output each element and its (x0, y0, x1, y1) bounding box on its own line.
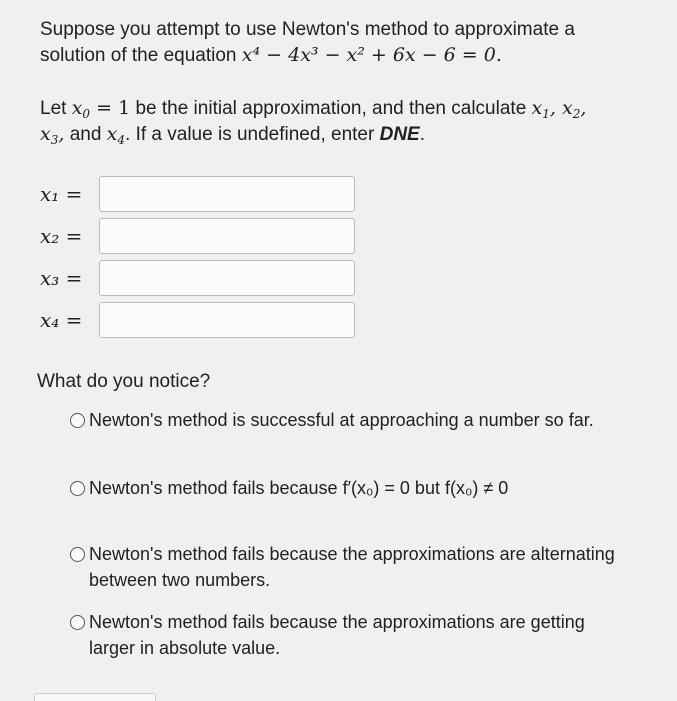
undefined-text: . If a value is undefined, enter (125, 124, 375, 145)
dne-label: DNE (379, 124, 420, 145)
and-text: and (69, 124, 102, 145)
x3-label: x₃ = (40, 266, 83, 290)
option-alternating-text: Newton's method fails because the approximations are alternating between two numbers. (89, 544, 615, 590)
x3: $x_3$, (40, 123, 65, 147)
radio-icon[interactable] (70, 615, 85, 630)
calc-text: be the initial approximation, and then calculate (135, 98, 527, 119)
question-intro: Suppose you attempt to use Newton's method to approximate a (40, 19, 575, 40)
let-text: Let (40, 98, 67, 119)
answer-row-x1 (40, 174, 100, 214)
question-line-4 (40, 121, 425, 148)
x2-input[interactable] (99, 218, 355, 254)
equation: x⁴ − 4x³ − x² + 6x − 6 = 0. (241, 44, 502, 66)
question-line-3 (40, 95, 586, 122)
answer-row-x4 (40, 300, 100, 340)
radio-icon[interactable] (70, 547, 85, 562)
x2-label: x₂ = (40, 224, 83, 248)
x4: $x_4$ (106, 123, 126, 147)
x1-label: x₁ = (40, 182, 83, 206)
radio-icon[interactable] (70, 413, 85, 428)
answer-row-x2 (40, 216, 100, 256)
answer-row-x3 (40, 258, 100, 298)
x3-input[interactable] (99, 260, 355, 296)
x0-eq-1: $x_0 = 1$ (71, 97, 131, 121)
x4-input[interactable] (99, 302, 355, 338)
x1-input[interactable] (99, 176, 355, 212)
notice-heading: What do you notice? (37, 371, 211, 392)
option-success[interactable] (70, 407, 629, 433)
question-line-1 (40, 16, 575, 43)
option-derivative-zero-text: Newton's method fails because f′(x₀) = 0 but f(x₀) ≠ 0 (89, 478, 509, 498)
period: . (419, 124, 425, 145)
option-growing-text: Newton's method fails because the approximations are getting larger in absolute value. (89, 612, 585, 658)
x1-x2: $x_1$, $x_2$, (531, 97, 587, 121)
option-success-text: Newton's method is successful at approaching a number so far. (89, 410, 594, 430)
x4-label: x₄ = (40, 308, 83, 332)
radio-icon[interactable] (70, 481, 85, 496)
option-alternating[interactable] (70, 541, 629, 593)
question-line-2 (40, 42, 502, 69)
question-intro-2: solution of the equation (40, 45, 237, 66)
option-derivative-zero[interactable] (70, 475, 629, 501)
option-growing[interactable] (70, 609, 629, 661)
